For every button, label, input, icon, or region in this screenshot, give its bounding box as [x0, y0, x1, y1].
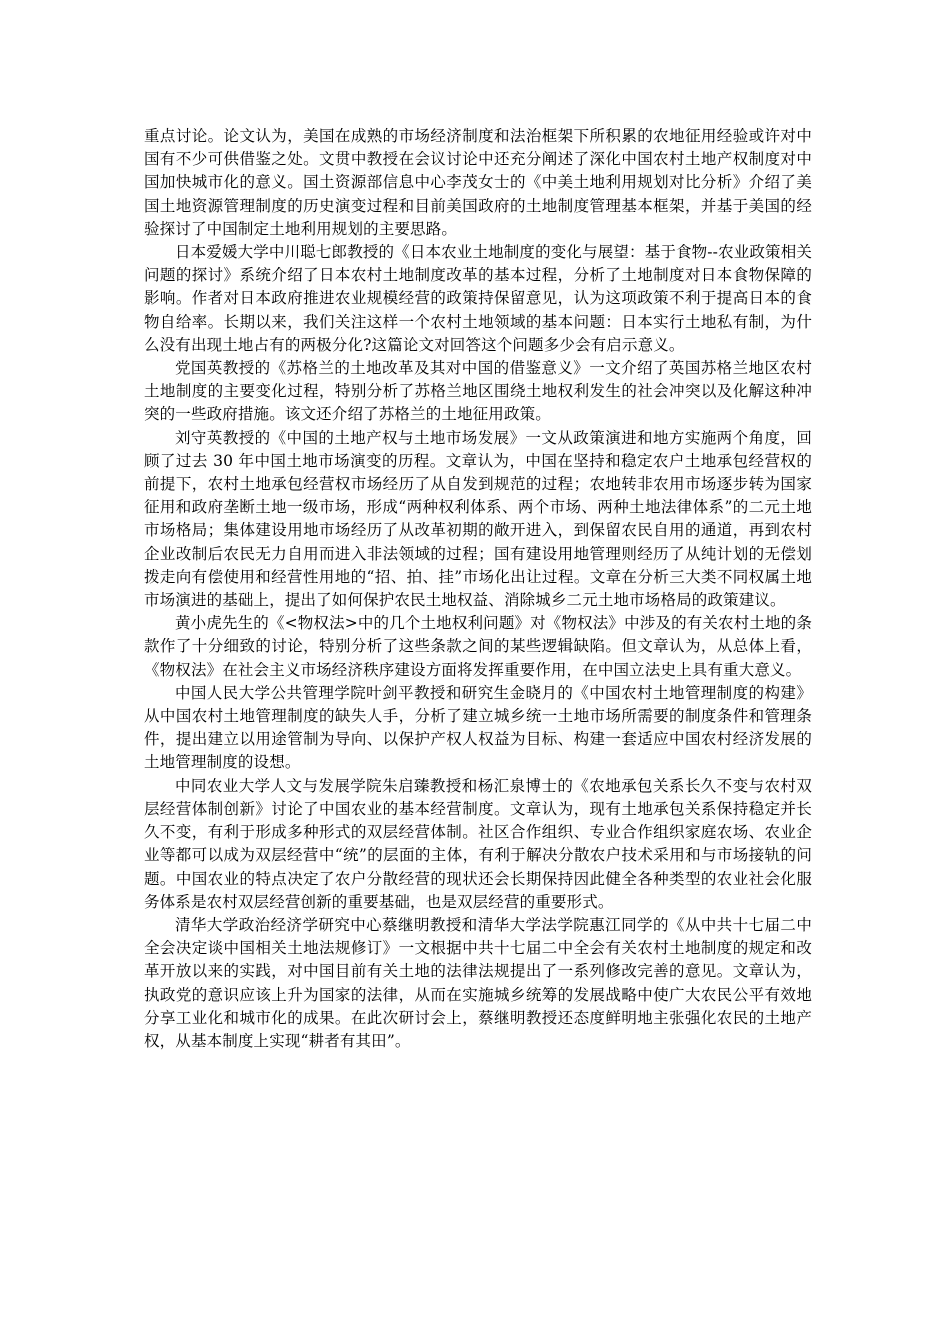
paragraph-property-law: 黄小虎先生的《<物权法>中的几个土地权利问题》对《物权法》中涉及的有关农村土地的条款作了十分细致的讨论，特别分析了这些条款之间的某些逻辑缺陷。但文章认为，从总体上看，《物权法》在社会主义市场经济秩序建设方面将发挥重要作用，在中国立法史上具有重大意义。: [144, 614, 812, 679]
paragraph-contract-relations: 中同农业大学人文与发展学院朱启臻教授和杨汇泉博士的《农地承包关系长久不变与农村双层经营体制创新》讨论了中国农业的基本经营制度。文章认为，现有土地承包关系保持稳定并长久不变，有利于形成多种形式的双层经营体制。社区合作组织、专业合作组织家庭农场、农业企业等都可以成为双层经营中“统”的层面的主体，有利于解决分散农户技术采用和与市场接轨的问题。中国农业的特点决定了农户分散经营的现状还会长期保持因此健全各种类型的农业社会化服务体系是农村双层经营创新的重要基础，也是双层经营的重要形式。: [144, 776, 812, 911]
paragraph-china-land-market: 刘守英教授的《中国的土地产权与土地市场发展》一文从政策演进和地方实施两个角度，回顾了过去 30 年中国土地市场演变的历程。文章认为，中国在坚持和稳定农户土地承包经营权的前提下，农村土地承包经营权市场经历了从自发到规范的过程；农地转非农用市场逐步转为国家征用和政府垄断土地一级市场，形成“两种权利体系、两个市场、两种土地法律体系”的二元土地市场格局；集体建设用地市场经历了从改革初期的敞开进入，到保留农民自用的通道，再到农村企业改制后农民无力自用而进入非法领域的过程；国有建设用地管理则经历了从纯计划的无偿划拨走向有偿使用和经营性用地的“招、拍、挂”市场化出让过程。文章在分析三大类不同权属土地市场演进的基础上，提出了如何保护农民土地权益、消除城乡二元土地市场格局的政策建议。: [144, 428, 812, 610]
document-body: [144, 125, 812, 1053]
paragraph-land-law-revision: 清华大学政治经济学研究中心蔡继明教授和清华大学法学院惠江同学的《从中共十七届二中全会决定谈中国相关土地法规修订》一文根据中共十七届二中全会有关农村土地制度的规定和改革开放以来的实践，对中国目前有关土地的法律法规提出了一系列修改完善的意见。文章认为，执政党的意识应该上升为国家的法律，从而在实施城乡统筹的发展战略中使广大农民公平有效地分享工业化和城市化的成果。在此次研讨会上，蔡继明教授还态度鲜明地主张强化农民的土地产权，从基本制度上实现“耕者有其田”。: [144, 915, 812, 1050]
paragraph-continuation: 重点讨论。论文认为，美国在成熟的市场经济制度和法治框架下所积累的农地征用经验或许对中国有不少可供借鉴之处。文贯中教授在会议讨论中还充分阐述了深化中国农村土地产权制度对中国加快城市化的意义。国土资源部信息中心李茂女士的《中美土地利用规划对比分析》介绍了美国土地资源管理制度的历史演变过程和目前美国政府的土地制度管理基本框架，并基于美国的经验探讨了中国制定土地利用规划的主要思路。: [144, 127, 812, 238]
paragraph-scotland-land-reform: 党国英教授的《苏格兰的土地改革及其对中国的借鉴意义》一文介绍了英国苏格兰地区农村土地制度的主要变化过程，特别分析了苏格兰地区围绕土地权利发生的社会冲突以及化解这种冲突的一些政府措施。该文还介绍了苏格兰的土地征用政策。: [144, 359, 812, 424]
paragraph-japan-land-system: 日本爱媛大学中川聪七郎教授的《日本农业土地制度的变化与展望：基于食物--农业政策相关问题的探讨》系统介绍了日本农村土地制度改革的基本过程，分析了土地制度对日本食物保障的影响。作者对日本政府推进农业规模经营的政策持保留意见，认为这项政策不利于提高日本的食物自给率。长期以来，我们关注这样一个农村土地领域的基本问题：日本实行土地私有制，为什么没有出现土地占有的两极分化?这篇论文对回答这个问题多少会有启示意义。: [144, 243, 812, 354]
paragraph-land-management-system: 中国人民大学公共管理学院叶剑平教授和研究生金晓月的《中国农村土地管理制度的构建》从中国农村土地管理制度的缺失人手，分析了建立城乡统一土地市场所需要的制度条件和管理条件，提出建立以用途管制为导向、以保护产权人权益为目标、构建一套适应中国农村经济发展的土地管理制度的设想。: [144, 683, 812, 772]
